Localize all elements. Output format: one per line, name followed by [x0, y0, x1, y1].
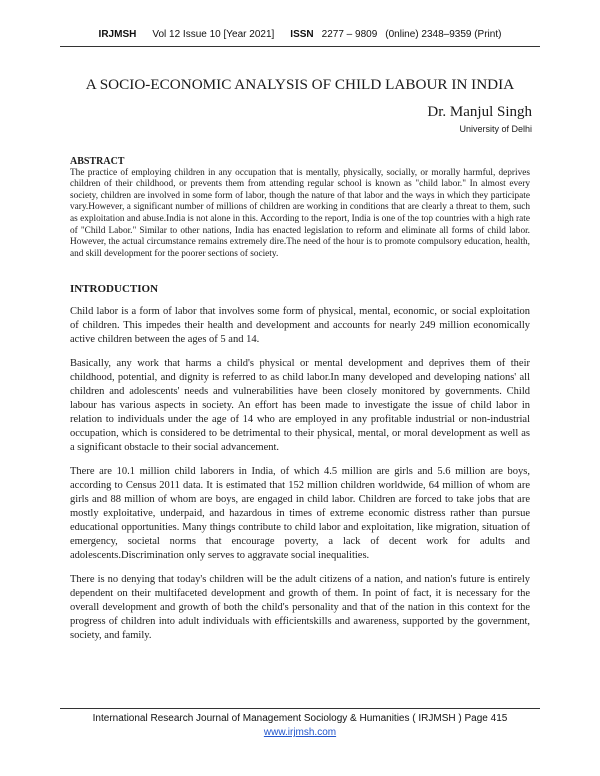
issn-online-print: (0nline) 2348–9359 (Print)	[385, 29, 502, 40]
running-header	[60, 29, 540, 40]
abstract-heading: ABSTRACT	[70, 156, 125, 167]
introduction-body	[70, 305, 530, 653]
author-name: Dr. Manjul Singh	[427, 104, 532, 120]
volume-issue: Vol 12 Issue 10 [Year 2021]	[152, 29, 275, 40]
issn-label: ISSN	[290, 29, 314, 40]
body-paragraph: There is no denying that today's children will be the adult citizens of a nation, and nation's future is entirely dependent on their multifaceted development and growth of them. In point of fact, it is necessary for the overall development and growth of both the child's personality and that of the nation in this context for the progress of children into adult individuals with efficientskills and awareness, supported by the government, society, and family.	[70, 574, 530, 641]
introduction-heading: INTRODUCTION	[70, 283, 159, 295]
body-paragraph: Basically, any work that harms a child's physical or mental development and deprives them of their childhood, potential, and dignity is referred to as child labor.In many developed and developing nations' all children and adolescents' needs and vulnerabilities have been closely monitored by governments. Child labour has various aspects in society. An effort has been made to investigate the issue of child labor in relation to individuals under the age of 14 who are employed in any profitable industrial or non-industrial occupation, which is considered to be detrimental to their physical, mental, or moral development as well as a significant obstacle to their social advancement.	[70, 358, 530, 453]
body-paragraph: Child labor is a form of labor that involves some form of physical, mental, economic, or social exploitation of children. This impedes their health and development and accounts for nearly 249 million economically active children between the ages of 5 and 14.	[70, 306, 530, 345]
author-affiliation: University of Delhi	[459, 124, 532, 134]
footer-divider	[60, 708, 540, 709]
running-footer	[60, 713, 540, 724]
paper-title: A SOCIO-ECONOMIC ANALYSIS OF CHILD LABOUR IN INDIA	[85, 76, 515, 93]
header-divider	[60, 46, 540, 47]
abstract-section	[70, 156, 530, 260]
journal-abbrev: IRJMSH	[98, 29, 137, 40]
website-link[interactable]: www.irjmsh.com	[263, 727, 337, 738]
website-line	[60, 727, 540, 738]
body-paragraph: There are 10.1 million child laborers in India, of which 4.5 million are girls and 5.6 million are boys, according to Census 2011 data. It is estimated that 152 million children worldwide, 64 million of whom are girls and 88 million of whom are boys, are engaged in child labor. Children are forced to take jobs that are mostly exploitative, underpaid, and hazardous in times of extreme economic distress rather than pursue educational opportunities. Many things contribute to child labor and exploitation, like migration, situation of emergency, societal norms that encourage poverty, a lack of decent work for adults and adolescents.Discrimination only serves to aggravate social inequalities.	[70, 466, 530, 561]
issn-number: 2277 – 9809	[321, 29, 378, 40]
journal-full-name: International Research Journal of Management Sociology & Humanities ( IRJMSH )	[92, 713, 462, 724]
page-number: Page 415	[464, 713, 508, 724]
abstract-text: The practice of employing children in any occupation that is mentally, physically, socially, or morally harmful, deprives children of their childhood, or prevents them from attending regular school is known as "child labor." In almost every society, children are involved in some form of labor, though the nature of that labor and the ways in which they participate vary.However, a significant number of millions of children are working in conditions that are clearly a threat to them, such as exploitation and abuse.India is not alone in this. According to the report, India is one of the top countries with a high rate of "Child Labor." Similar to other nations, India has enacted legislation to reform and eliminate all forms of child labor. However, the actual circumstance remains extremely dire.The need of the hour is to promote compulsory education, health, and skill development for the poorer sections of society.	[70, 167, 530, 259]
